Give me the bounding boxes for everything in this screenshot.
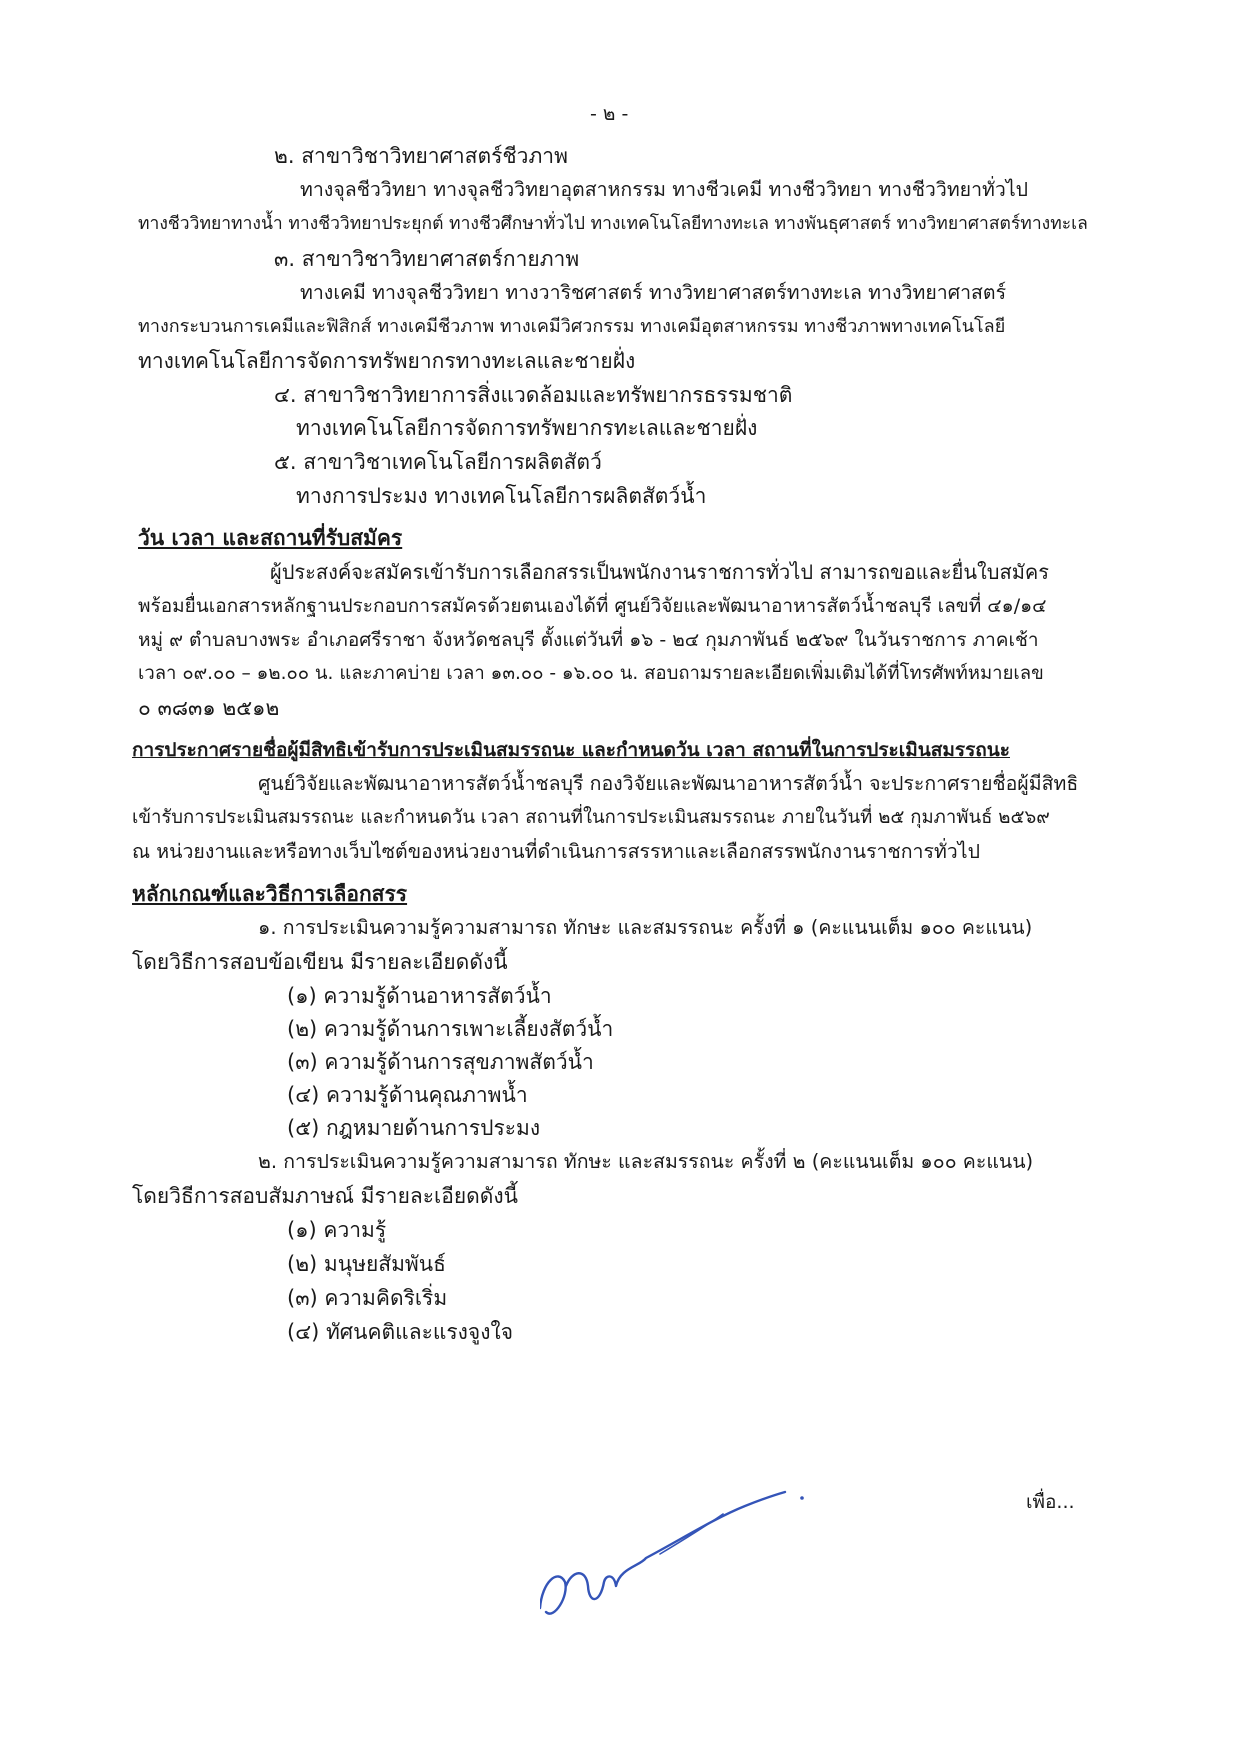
field-name: สาขาวิชาเทคโนโลยีการผลิตสัตว์ xyxy=(303,450,602,474)
criteria-item: (๓) ความรู้ด้านการสุขภาพสัตว์น้ำ xyxy=(287,1050,594,1074)
criteria-item: (๑) ความรู้ด้านอาหารสัตว์น้ำ xyxy=(287,984,552,1008)
application-line: พร้อมยื่นเอกสารหลักฐานประกอบการสมัครด้วยตนเองได้ที่ ศูนย์วิจัยและพัฒนาอาหารสัตว์น้ำชลบุรี เลขที่ ๔๑/๑๔ xyxy=(138,595,1047,617)
field-3-line: ทางเทคโนโลยีการจัดการทรัพยากรทางทะเลและชายฝั่ง xyxy=(138,349,636,373)
field-4-line: ทางเทคโนโลยีการจัดการทรัพยากรทะเลและชายฝั่ง xyxy=(296,416,758,440)
criteria-item: (๒) มนุษยสัมพันธ์ xyxy=(287,1252,446,1276)
application-line: ๐ ๓๘๓๑ ๒๕๑๒ xyxy=(138,696,280,720)
field-2-heading xyxy=(274,142,568,170)
field-number: ๔. xyxy=(274,383,297,407)
announcement-line: ณ หน่วยงานและหรือทางเว็บไซต์ของหน่วยงานที่ดำเนินการสรรหาและเลือกสรรพนักงานราชการทั่วไป xyxy=(132,840,980,863)
field-name: สาขาวิชาวิทยาศาสตร์กายภาพ xyxy=(301,247,580,271)
field-5-line: ทางการประมง ทางเทคโนโลยีการผลิตสัตว์น้ำ xyxy=(296,484,707,508)
field-2-line: ทางชีววิทยาทางน้ำ ทางชีววิทยาประยุกต์ ทางชีวศึกษาทั่วไป ทางเทคโนโลยีทางทะเล ทางพันธุศาสตร์ ทางวิทยาศาสตร์ทางทะเล xyxy=(138,214,1088,234)
field-3-line: ทางกระบวนการเคมีและฟิสิกส์ ทางเคมีชีวภาพ ทางเคมีวิศวกรรม ทางเคมีอุตสาหกรรม ทางชีวภาพทางเทคโนโลยี xyxy=(138,316,1006,337)
application-heading: วัน เวลา และสถานที่รับสมัคร xyxy=(138,526,403,550)
criteria-item: (๓) ความคิดริเริ่ม xyxy=(287,1286,448,1310)
criteria-item: (๕) กฎหมายด้านการประมง xyxy=(287,1116,541,1140)
criteria-item: (๒) ความรู้ด้านการเพาะเลี้ยงสัตว์น้ำ xyxy=(287,1017,614,1041)
announcement-line: เข้ารับการประเมินสมรรถนะ และกำหนดวัน เวลา สถานที่ในการประเมินสมรรถนะ ภายในวันที่ ๒๕ กุมภาพันธ์ ๒๕๖๙ xyxy=(132,807,1050,828)
criteria-item: (๔) ความรู้ด้านคุณภาพน้ำ xyxy=(287,1083,528,1107)
continuation-text: เพื่อ... xyxy=(1026,1491,1075,1513)
field-number: ๓. xyxy=(274,247,296,271)
field-3-heading xyxy=(274,245,579,273)
signature xyxy=(540,1470,820,1650)
criteria-item: (๔) ทัศนคติและแรงจูงใจ xyxy=(287,1320,514,1344)
application-line: เวลา ๐๙.๐๐ – ๑๒.๐๐ น. และภาคบ่าย เวลา ๑๓.๐๐ - ๑๖.๐๐ น. สอบถามรายละเอียดเพิ่มเติมได้ที่โทรศัพท์หมายเลข xyxy=(138,663,1044,684)
criteria-heading: หลักเกณฑ์และวิธีการเลือกสรร xyxy=(132,882,408,906)
field-4-heading xyxy=(274,381,792,409)
field-3-line: ทางเคมี ทางจุลชีววิทยา ทางวาริชศาสตร์ ทางวิทยาศาสตร์ทางทะเล ทางวิทยาศาสตร์ xyxy=(300,281,1007,304)
field-5-heading xyxy=(274,448,602,476)
announcement-line: ศูนย์วิจัยและพัฒนาอาหารสัตว์น้ำชลบุรี กองวิจัยและพัฒนาอาหารสัตว์น้ำ จะประกาศรายชื่อผู้มีสิทธิ xyxy=(258,772,1079,795)
criteria-part1-line: โดยวิธีการสอบข้อเขียน มีรายละเอียดดังนี้ xyxy=(132,950,508,974)
field-2-line: ทางจุลชีววิทยา ทางจุลชีววิทยาอุตสาหกรรม ทางชีวเคมี ทางชีววิทยา ทางชีววิทยาทั่วไป xyxy=(300,178,1029,201)
criteria-part2-line: โดยวิธีการสอบสัมภาษณ์ มีรายละเอียดดังนี้ xyxy=(132,1184,519,1208)
page-number: - ๒ - xyxy=(590,103,629,125)
criteria-part1-line: ๑. การประเมินความรู้ความสามารถ ทักษะ และสมรรถนะ ครั้งที่ ๑ (คะแนนเต็ม ๑๐๐ คะแนน) xyxy=(258,916,1033,939)
application-line: หมู่ ๙ ตำบลบางพระ อำเภอศรีราชา จังหวัดชลบุรี ตั้งแต่วันที่ ๑๖ - ๒๔ กุมภาพันธ์ ๒๕๖๙ ในวันราชการ ภาคเช้า xyxy=(138,629,1039,651)
field-number: ๒. xyxy=(274,144,295,168)
application-line: ผู้ประสงค์จะสมัครเข้ารับการเลือกสรรเป็นพนักงานราชการทั่วไป สามารถขอและยื่นใบสมัคร xyxy=(270,560,1050,584)
criteria-part2-line: ๒. การประเมินความรู้ความสามารถ ทักษะ และสมรรถนะ ครั้งที่ ๒ (คะแนนเต็ม ๑๐๐ คะแนน) xyxy=(258,1150,1034,1173)
field-number: ๕. xyxy=(274,450,297,474)
announcement-heading: การประกาศรายชื่อผู้มีสิทธิเข้ารับการประเมินสมรรถนะ และกำหนดวัน เวลา สถานที่ในการประเมินสมรรถนะ xyxy=(132,739,1010,761)
field-name: สาขาวิชาวิทยาการสิ่งแวดล้อมและทรัพยากรธรรมชาติ xyxy=(303,383,793,407)
field-name: สาขาวิชาวิทยาศาสตร์ชีวภาพ xyxy=(301,144,568,168)
criteria-item: (๑) ความรู้ xyxy=(287,1218,387,1242)
